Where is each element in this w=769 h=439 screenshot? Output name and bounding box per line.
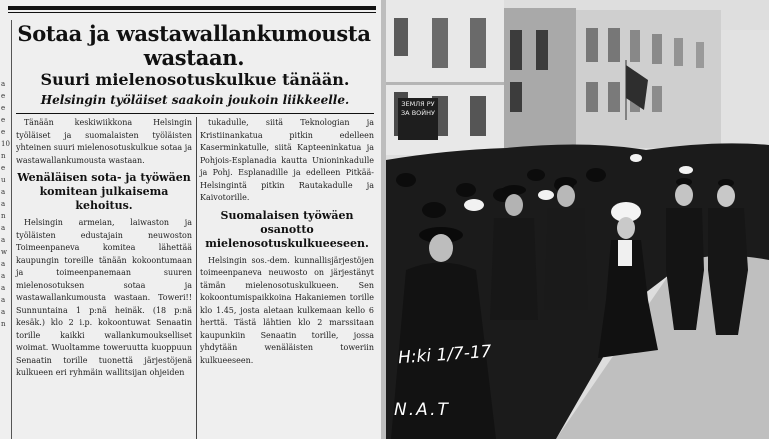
right-column <box>200 117 374 367</box>
column-rule <box>196 117 197 439</box>
deck-rule <box>16 113 374 114</box>
top-rule-thin <box>8 12 376 13</box>
left-column-body: Helsingin armeian, laiwaston ja työläisten edustajain neuwoston Toimeenpaneva komitea lähettää kaupungin toreille tänään kokoontumaan ja toimeenpanemaan suuren mielenosotuksen sotaa ja wastawallankumousta wastaan. Toweri!! Sunnuntaina 1 p:nä heinäk. (18 p:nä kesäk.) klo 2 i.p. kokoontuwat Senaatin torille kaikki wallankumoukselliset woimat. Wuoltamme toweruutta kuoppuun Senaatin torille tuonettä järjestöjenä kulkueen eri ryhmäin wallitsijan ohjeiden <box>16 218 192 377</box>
margin-text: a e e e e 10 n e u a a n a a w a a a a a n <box>1 80 10 328</box>
deck: Helsingin työläiset saakoin joukoin liikkeelle. <box>40 93 350 107</box>
newspaper-clipping <box>0 0 381 439</box>
banner-sign: ЗЕМЛЯ РУ ЗА ВОЙНУ <box>401 100 435 117</box>
margin-rule <box>11 20 12 439</box>
right-column-heading: Suomalaisen työwäen osanotto mielenosotuskulkueeseen. <box>205 208 369 250</box>
left-column <box>16 117 192 380</box>
handwritten-initials: N.A.T <box>394 400 450 420</box>
left-column-heading: Wenäläisen sota- ja työwäen komitean julkaisema kehoitus. <box>17 171 191 212</box>
headline: Sotaa ja wastawallankumousta wastaan. <box>17 21 371 70</box>
right-column-body: Helsingin sos.-dem. kunnallisjärjestöjen toimeenpaneva neuwosto on järjestänyt tämän mielenosotuskulkueen. Sen kokoontumispaikkoina Hakaniemen torille klo 1.45, josta aletaan kulkemaan kello 6 herttä. Tästä lähtien klo 2 marssitaan kaupunkiin Senaatin torille, jossa yhdytään wenäläisten toweriin kulkueeseen. <box>200 255 374 365</box>
crowd-street-illustration <box>386 0 769 439</box>
right-column-intro: tukadulle, siitä Teknologian ja Kristiinankatua pitkin edelleen Kaserminkatulle, siitä Kapteeninkatua ja Pohjois-Esplanadia kautta Unioninkadulle ja Pohj. Esplanadille ja edelleen Pitkää-Helsingintä pitkin Rautakadulle ja Kaivotorille. <box>200 118 374 202</box>
subheadline: Suuri mielenosotuskulkue tänään. <box>40 70 350 89</box>
handwritten-date: H:ki 1/7-17 <box>397 341 493 369</box>
top-rule <box>8 6 376 10</box>
demonstration-photo <box>386 0 769 439</box>
left-column-intro: Tänään keskiwiikkona Helsingin työläiset ja suomalaisten työläisten yhteinen suuri mielenosotuskulkue sotaa ja wastawallankumousta wastaan. <box>16 118 192 165</box>
